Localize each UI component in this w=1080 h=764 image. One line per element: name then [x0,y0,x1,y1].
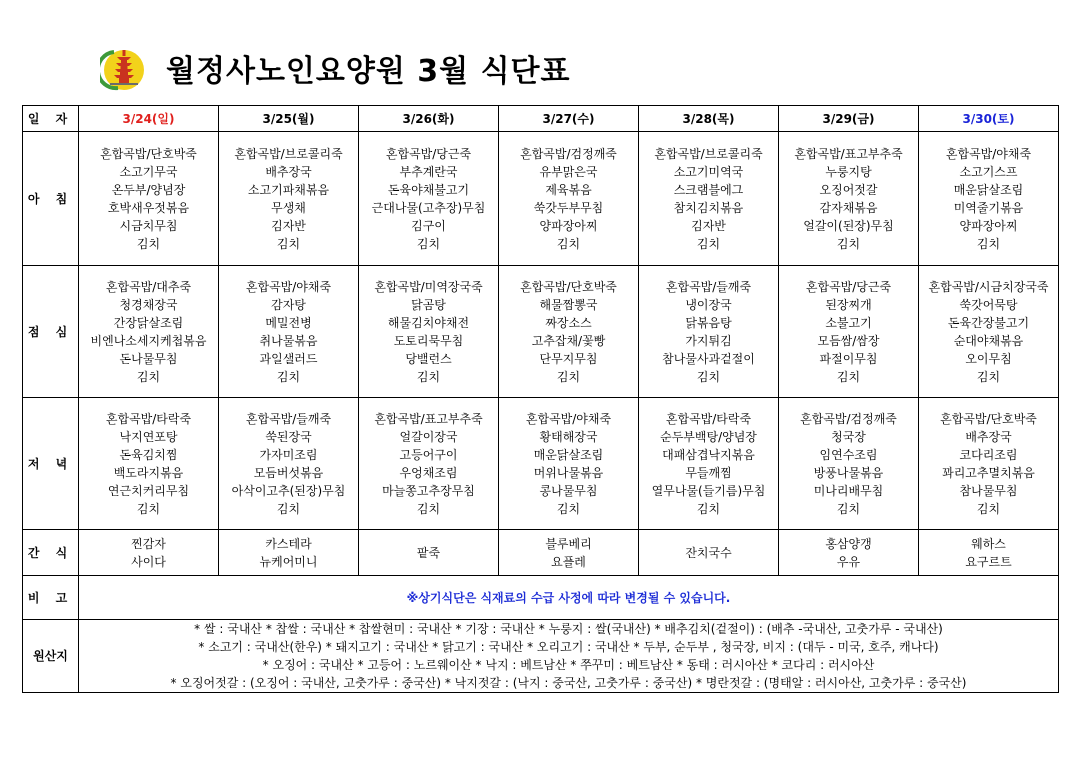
menu-item: 시금치무침 [119,218,178,233]
meal-cell [639,266,779,398]
meal-row [23,530,1059,576]
menu-item: 코다리조림 [959,447,1018,462]
meal-label: 아 침 [23,132,79,266]
menu-item: 혼합곡밥/대추죽 [105,279,192,294]
meal-cell [919,530,1059,576]
page-header [100,40,571,96]
menu-item: 참나물사과겉절이 [662,351,755,366]
menu-item: 소고기무국 [119,164,178,179]
note-row [23,576,1059,620]
menu-item: 냉이장국 [685,297,732,312]
menu-item: 청국장 [831,429,866,444]
origin-label: 원산지 [23,620,79,693]
menu-item: 유부맑은국 [539,164,598,179]
date-header-row [23,106,1059,132]
meal-cell [919,132,1059,266]
menu-item: 파절이무침 [819,351,878,366]
menu-item: 김치 [976,501,1001,516]
meal-cell [359,266,499,398]
menu-item: 소고기미역국 [673,164,744,179]
menu-item: 오이무침 [965,351,1012,366]
menu-item: 돈육간장불고기 [947,315,1030,330]
menu-item: 혼합곡밥/미역장국죽 [374,279,483,294]
day-header: 3/28(목) [639,106,779,132]
menu-item: 호박새우젓볶음 [107,200,190,215]
origin-line: * 오징어 : 국내산 * 고등어 : 노르웨이산 * 낙지 : 베트남산 * 쭈꾸미 : 베트남산 * 동태 : 러시아산 * 코다리 : 러시아산 [262,658,875,672]
menu-item: 잔치국수 [685,545,732,560]
menu-item: 쑥갓두부무침 [533,200,604,215]
menu-item: 누룽지탕 [825,164,872,179]
menu-item: 스크램블에그 [673,182,744,197]
menu-item: 우유 [836,554,861,569]
meal-cell [919,266,1059,398]
menu-item: 참나물무침 [959,483,1018,498]
menu-item: 돈육김치찜 [119,447,178,462]
menu-item: 쑥된장국 [265,429,312,444]
menu-item: 소고기스프 [959,164,1018,179]
menu-item: 참치김치볶음 [673,200,744,215]
meal-cell [639,132,779,266]
menu-item: 짜장소스 [545,315,592,330]
menu-item: 해물짬뽕국 [539,297,598,312]
menu-item: 양파장아찌 [539,218,598,233]
menu-item: 혼합곡밥/야채죽 [525,411,612,426]
menu-item: 김자반 [691,218,726,233]
menu-item: 모듬쌈/쌈장 [817,333,880,348]
menu-item: 감자채볶음 [819,200,878,215]
menu-item: 김구이 [411,218,446,233]
menu-item: 순두부백탕/양념장 [660,429,757,444]
menu-item: 배추장국 [965,429,1012,444]
meal-cell [779,398,919,530]
meal-cell [359,530,499,576]
menu-item: 김치 [136,236,161,251]
meal-label: 간 식 [23,530,79,576]
menu-item: 순대야채볶음 [953,333,1024,348]
menu-item: 임연수조림 [819,447,878,462]
menu-item: 콩나물무침 [539,483,598,498]
meal-cell [639,398,779,530]
origin-row [23,620,1059,693]
menu-item: 혼합곡밥/단호박죽 [100,146,197,161]
menu-item: 혼합곡밥/단호박죽 [940,411,1037,426]
menu-item: 카스테라 [265,536,312,551]
menu-item: 무들깨찜 [685,465,732,480]
menu-item: 혼합곡밥/당근죽 [805,279,892,294]
menu-item: 매운닭살조림 [953,182,1024,197]
meal-cell [79,266,219,398]
menu-item: 홍삼양갱 [825,536,872,551]
menu-item: 혼합곡밥/타락죽 [105,411,192,426]
menu-item: 가자미조림 [259,447,318,462]
menu-item: 혼합곡밥/시금치장국죽 [928,279,1049,294]
origin-line: * 쌀 : 국내산 * 찹쌀 : 국내산 * 찹쌀현미 : 국내산 * 기장 : 국내산 * 누룽지 : 쌀(국내산) * 배추김치(겉절이) : (배추 -국내산, 고춧가루 - 국내산) [194,622,943,636]
menu-item: 부추계란국 [399,164,458,179]
meal-cell [219,398,359,530]
date-label: 일 자 [23,106,79,132]
meal-cell [779,530,919,576]
menu-item: 김치 [976,369,1001,384]
menu-item: 간장닭살조림 [113,315,184,330]
menu-item: 비엔나소세지케첩볶음 [90,333,207,348]
menu-item: 사이다 [131,554,166,569]
menu-item: 단무지무침 [539,351,598,366]
menu-item: 쑥갓어묵탕 [959,297,1018,312]
menu-item: 김치 [556,236,581,251]
meal-label: 점 심 [23,266,79,398]
menu-item: 김자반 [271,218,306,233]
meal-cell [219,266,359,398]
menu-item: 꽈리고추멸치볶음 [942,465,1035,480]
menu-item: 도토리묵무침 [393,333,464,348]
menu-item: 돈나물무침 [119,351,178,366]
day-header: 3/27(수) [499,106,639,132]
menu-item: 돈육야채불고기 [387,182,470,197]
note-text: ※상기식단은 식재료의 수급 사정에 따라 변경될 수 있습니다. [79,576,1059,620]
menu-item: 양파장아찌 [959,218,1018,233]
meal-cell [79,132,219,266]
menu-item: 고추잡채/꽃빵 [531,333,606,348]
menu-item: 혼합곡밥/타락죽 [665,411,752,426]
menu-item: 고등어구이 [399,447,458,462]
menu-item: 온두부/양념장 [111,182,186,197]
menu-item: 혼합곡밥/야채죽 [945,146,1032,161]
menu-item: 혼합곡밥/브로콜리죽 [654,146,763,161]
meal-cell [499,132,639,266]
menu-item: 미나리배무침 [813,483,884,498]
menu-item: 무생채 [271,200,306,215]
menu-item: 오징어젓갈 [819,182,878,197]
meal-cell [219,132,359,266]
menu-item: 김치 [836,501,861,516]
menu-item: 머위나물볶음 [533,465,604,480]
meal-cell [499,530,639,576]
menu-item: 낙지연포탕 [119,429,178,444]
menu-item: 혼합곡밥/야채죽 [245,279,332,294]
note-label: 비 고 [23,576,79,620]
menu-item: 혼합곡밥/들깨죽 [665,279,752,294]
menu-item: 열무나물(들기름)무침 [651,483,766,498]
menu-item: 당밸런스 [405,351,452,366]
menu-item: 연근치커리무침 [107,483,190,498]
menu-item: 김치 [696,369,721,384]
menu-item: 청경채장국 [119,297,178,312]
menu-item: 김치 [556,369,581,384]
menu-item: 뉴케어미니 [259,554,318,569]
menu-item: 요구르트 [965,554,1012,569]
origin-text [79,620,1059,693]
menu-item: 모듬버섯볶음 [253,465,324,480]
menu-item: 황태해장국 [539,429,598,444]
menu-item: 김치 [416,501,441,516]
menu-item: 백도라지볶음 [113,465,184,480]
origin-line: * 소고기 : 국내산(한우) * 돼지고기 : 국내산 * 닭고기 : 국내산 * 오리고기 : 국내산 * 두부, 순두부 , 청국장, 비지 : (대두 - 미국, 호주, 캐나다) [198,640,939,654]
menu-item: 김치 [276,369,301,384]
menu-item: 김치 [556,501,581,516]
day-header: 3/30(토) [919,106,1059,132]
menu-item: 웨하스 [971,536,1006,551]
menu-item: 혼합곡밥/당근죽 [385,146,472,161]
menu-item: 찐감자 [131,536,166,551]
menu-item: 메밀전병 [265,315,312,330]
meal-cell [359,398,499,530]
day-header: 3/25(월) [219,106,359,132]
meal-cell [779,132,919,266]
menu-item: 얼갈이장국 [399,429,458,444]
meal-cell [639,530,779,576]
menu-item: 김치 [696,236,721,251]
meal-cell [499,266,639,398]
menu-item: 과일샐러드 [259,351,318,366]
menu-item: 혼합곡밥/표고부추죽 [794,146,903,161]
meal-cell [919,398,1059,530]
menu-item: 얼갈이(된장)무침 [803,218,894,233]
meal-cell [359,132,499,266]
menu-item: 마늘쫑고추장무침 [382,483,475,498]
menu-item: 배추장국 [265,164,312,179]
menu-item: 취나물볶음 [259,333,318,348]
meal-cell [779,266,919,398]
menu-item: 아삭이고추(된장)무침 [231,483,346,498]
meal-row [23,398,1059,530]
meal-cell [79,398,219,530]
menu-item: 우엉채조림 [399,465,458,480]
menu-item: 매운닭살조림 [533,447,604,462]
menu-item: 닭볶음탕 [685,315,732,330]
day-header: 3/29(금) [779,106,919,132]
menu-item: 혼합곡밥/들깨죽 [245,411,332,426]
menu-item: 감자탕 [271,297,306,312]
menu-item: 혼합곡밥/브로콜리죽 [234,146,343,161]
meal-cell [219,530,359,576]
meal-schedule-table [22,105,1059,693]
menu-item: 혼합곡밥/검정깨죽 [520,146,617,161]
menu-item: 가지튀김 [685,333,732,348]
day-header: 3/24(일) [79,106,219,132]
menu-item: 요플레 [551,554,586,569]
menu-item: 김치 [696,501,721,516]
menu-item: 김치 [416,369,441,384]
menu-item: 미역줄기볶음 [953,200,1024,215]
meal-row [23,132,1059,266]
menu-item: 김치 [136,501,161,516]
menu-item: 혼합곡밥/단호박죽 [520,279,617,294]
menu-item: 블루베리 [545,536,592,551]
menu-item: 김치 [276,501,301,516]
meal-cell [499,398,639,530]
menu-item: 김치 [136,369,161,384]
day-header: 3/26(화) [359,106,499,132]
menu-item: 대패삼겹낙지볶음 [662,447,755,462]
meal-row [23,266,1059,398]
menu-item: 된장찌개 [825,297,872,312]
menu-item: 혼합곡밥/표고부추죽 [374,411,483,426]
menu-item: 김치 [276,236,301,251]
menu-item: 닭곰탕 [411,297,446,312]
meal-label: 저 녁 [23,398,79,530]
page-title: 월정사노인요양원 3월 식단표 [166,54,571,89]
menu-item: 팥죽 [416,545,441,560]
meal-cell [79,530,219,576]
menu-item: 김치 [416,236,441,251]
menu-item: 근대나물(고추장)무침 [371,200,486,215]
menu-item: 해물김치야채전 [387,315,470,330]
menu-item: 김치 [836,236,861,251]
menu-item: 제육볶음 [545,182,592,197]
menu-item: 방풍나물볶음 [813,465,884,480]
menu-item: 김치 [836,369,861,384]
origin-line: * 오징어젓갈 : (오징어 : 국내산, 고춧가루 : 중국산) * 낙지젓갈 : (낙지 : 중국산, 고춧가루 : 중국산) * 명란젓갈 : (명태알 : 러시아산, 고춧가루 : 중국산) [170,676,967,690]
menu-item: 소불고기 [825,315,872,330]
pagoda-logo-icon [100,44,148,92]
menu-item: 혼합곡밥/검정깨죽 [800,411,897,426]
menu-item: 김치 [976,236,1001,251]
menu-item: 소고기파채볶음 [247,182,330,197]
